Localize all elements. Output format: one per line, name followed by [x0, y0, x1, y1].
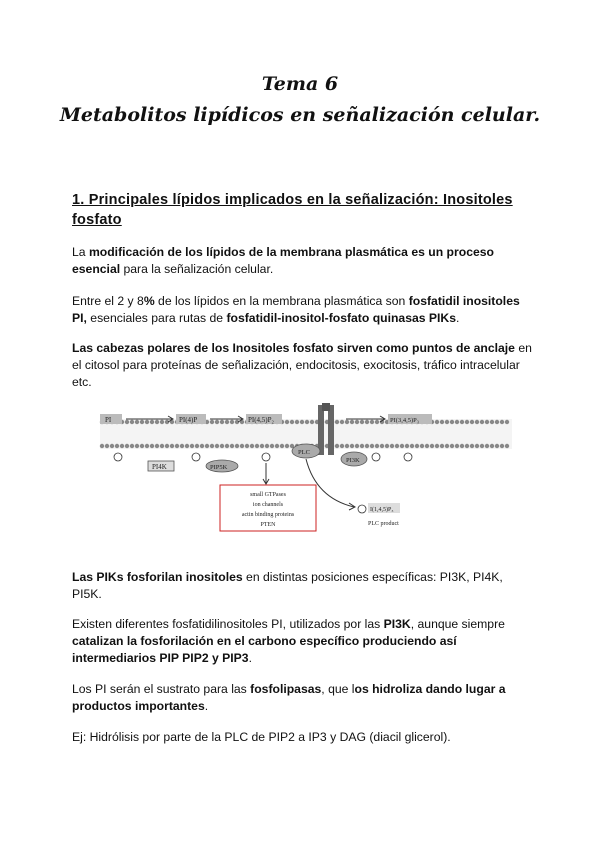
svg-text:PLC product: PLC product	[368, 521, 399, 527]
lipid-head	[150, 444, 154, 448]
lipid-head	[225, 420, 229, 424]
section-heading: 1. Principales lípidos implicados en la señalización: Inositoles fosfato	[72, 192, 513, 228]
svg-text:small GTPases: small GTPases	[250, 492, 286, 498]
lipid-head	[255, 444, 259, 448]
lipid-head	[310, 420, 314, 424]
lipid-head	[380, 444, 384, 448]
lipid-head	[130, 444, 134, 448]
lipid-head	[275, 444, 279, 448]
lipid-head	[455, 420, 459, 424]
lipid-head	[505, 420, 509, 424]
lipid-head	[430, 444, 434, 448]
paragraph-4: Las PIKs fosforilan inositoles en distintas posiciones específicas: PI3K, PI4K, PI5K.	[72, 570, 503, 601]
paragraph-3: Las cabezas polares de los Inositoles fosfato sirven como puntos de anclaje en el citosol para proteínas de señalización, endocitosis, exocitosis, tráfico intracelular etc.	[72, 341, 532, 389]
enzyme-pi3k	[341, 452, 367, 466]
ip3-product	[358, 503, 400, 527]
label-pi	[100, 414, 122, 424]
lipid-head	[190, 444, 194, 448]
enzyme-pi4k	[148, 461, 174, 471]
lipid-head	[285, 444, 289, 448]
lipid-head	[220, 444, 224, 448]
svg-text:actin binding proteins: actin binding proteins	[241, 512, 295, 518]
lipid-head	[350, 444, 354, 448]
lipid-head	[470, 420, 474, 424]
lipid-head	[465, 420, 469, 424]
paragraph-1: La modificación de los lípidos de la membrana plasmática es un proceso esencial para la señalización celular.	[72, 245, 494, 276]
lipid-head	[145, 444, 149, 448]
lipid-head	[125, 444, 129, 448]
svg-text:PI3K: PI3K	[346, 457, 360, 464]
lipid-head	[345, 420, 349, 424]
lipid-head	[355, 444, 359, 448]
svg-text:PI(3,4,5)P₃: PI(3,4,5)P₃	[390, 417, 419, 424]
lipid-head	[440, 444, 444, 448]
lipid-head	[170, 444, 174, 448]
lipid-head	[480, 420, 484, 424]
lipid-head	[100, 444, 104, 448]
lipid-head	[230, 420, 234, 424]
paragraph-2: Entre el 2 y 8% de los lípidos en la membrana plasmática son fosfatidil inositoles PI, esenciales para rutas de fosfatidil-inositol-fosfato quinasas PIKs.	[72, 294, 520, 325]
lipid-head	[125, 420, 129, 424]
lipid-head	[360, 444, 364, 448]
lipid-head	[490, 444, 494, 448]
lipid-head	[460, 420, 464, 424]
lipid-head	[105, 444, 109, 448]
lipid-head	[200, 444, 204, 448]
lipid-head	[140, 420, 144, 424]
lipid-head	[180, 444, 184, 448]
paragraph-5: Existen diferentes fosfatidilinositoles PI, utilizados por las PI3K, aunque siempre catalizan la fosforilación en el carbono específico produciendo así intermediarios PIP PIP2 y PIP3.	[72, 617, 505, 665]
lipid-head	[505, 444, 509, 448]
lipid-head	[465, 444, 469, 448]
lipid-head	[345, 444, 349, 448]
lipid-head	[155, 420, 159, 424]
lipid-head	[390, 444, 394, 448]
lipid-head	[450, 444, 454, 448]
lipid-head	[350, 420, 354, 424]
lipid-head	[160, 420, 164, 424]
lipid-head	[120, 444, 124, 448]
svg-text:PI: PI	[105, 416, 112, 424]
lipid-head	[340, 444, 344, 448]
svg-text:I(1,4,5)P₃: I(1,4,5)P₃	[370, 507, 394, 513]
lipid-head	[385, 444, 389, 448]
lipid-head	[160, 444, 164, 448]
label-pi345p3	[388, 414, 432, 424]
lipid-head	[130, 420, 134, 424]
svg-text:PIP5K: PIP5K	[210, 464, 228, 471]
lipid-head	[245, 444, 249, 448]
lipid-head	[470, 444, 474, 448]
lipid-head	[185, 444, 189, 448]
lipid-head	[220, 420, 224, 424]
label-pi45p2	[246, 414, 282, 424]
lipid-head	[305, 420, 309, 424]
lipid-head	[195, 444, 199, 448]
lipid-head	[285, 420, 289, 424]
lipid-head	[240, 444, 244, 448]
lipid-head	[135, 420, 139, 424]
lipid-head	[235, 444, 239, 448]
svg-text:PI4K: PI4K	[152, 463, 167, 471]
lipid-head	[115, 444, 119, 448]
lipid-head	[495, 444, 499, 448]
lipid-head	[435, 444, 439, 448]
lipid-head	[375, 420, 379, 424]
svg-text:ion channels: ion channels	[252, 502, 284, 508]
lipid-head	[410, 444, 414, 448]
lipid-head	[250, 444, 254, 448]
lipid-head	[500, 420, 504, 424]
lipid-head	[485, 444, 489, 448]
lipid-head	[135, 444, 139, 448]
lipid-head	[150, 420, 154, 424]
lipid-head	[155, 444, 159, 448]
lipid-head	[355, 420, 359, 424]
lipid-head	[335, 444, 339, 448]
lipid-head	[265, 444, 269, 448]
lipid-head	[225, 444, 229, 448]
svg-text:PI(4,5)P₂: PI(4,5)P₂	[248, 416, 274, 424]
lipid-head	[140, 444, 144, 448]
lipid-head	[425, 444, 429, 448]
lipid-head	[440, 420, 444, 424]
lipid-head	[455, 444, 459, 448]
svg-text:PTEN: PTEN	[260, 522, 276, 528]
targets-box	[220, 485, 316, 531]
label-pi4p	[176, 414, 206, 424]
lipid-head	[495, 420, 499, 424]
title-line-2: Metabolitos lipídicos en señalización celular.	[59, 104, 541, 126]
lipid-head	[445, 444, 449, 448]
lipid-head	[210, 420, 214, 424]
lipid-head	[460, 444, 464, 448]
lipid-head	[395, 444, 399, 448]
lipid-head	[490, 420, 494, 424]
lipid-head	[335, 420, 339, 424]
lipid-head	[445, 420, 449, 424]
title-line-1: Tema 6	[261, 73, 339, 95]
lipid-head	[365, 420, 369, 424]
lipid-head	[370, 420, 374, 424]
lipid-head	[405, 444, 409, 448]
lipid-head	[340, 420, 344, 424]
lipid-head	[110, 444, 114, 448]
lipid-head	[375, 444, 379, 448]
lipid-head	[295, 420, 299, 424]
enzyme-pip5k	[206, 460, 238, 472]
lipid-head	[145, 420, 149, 424]
lipid-head	[435, 420, 439, 424]
lipid-head	[415, 444, 419, 448]
svg-text:PLC: PLC	[298, 449, 310, 456]
lipid-head	[300, 420, 304, 424]
lipid-head	[475, 420, 479, 424]
lipid-head	[175, 444, 179, 448]
svg-text:PI(4)P: PI(4)P	[179, 416, 198, 424]
membrane-diagram	[96, 403, 516, 535]
lipid-head	[230, 444, 234, 448]
paragraph-6: Los PI serán el sustrato para las fosfolipasas, que los hidroliza dando lugar a productos importantes.	[72, 682, 506, 713]
lipid-head	[205, 444, 209, 448]
lipid-head	[475, 444, 479, 448]
lipid-head	[215, 444, 219, 448]
lipid-head	[400, 444, 404, 448]
lipid-head	[270, 444, 274, 448]
lipid-head	[500, 444, 504, 448]
lipid-head	[290, 420, 294, 424]
lipid-head	[260, 444, 264, 448]
lipid-head	[280, 444, 284, 448]
lipid-head	[420, 444, 424, 448]
lipid-head	[165, 444, 169, 448]
lipid-head	[215, 420, 219, 424]
lipid-head	[210, 444, 214, 448]
lipid-head	[370, 444, 374, 448]
lipid-head	[360, 420, 364, 424]
lipid-head	[485, 420, 489, 424]
lipid-head	[450, 420, 454, 424]
enzyme-plc	[292, 444, 320, 458]
paragraph-7: Ej: Hidrólisis por parte de la PLC de PIP2 a IP3 y DAG (diacil glicerol).	[72, 730, 451, 744]
lipid-head	[480, 444, 484, 448]
lipid-head	[365, 444, 369, 448]
